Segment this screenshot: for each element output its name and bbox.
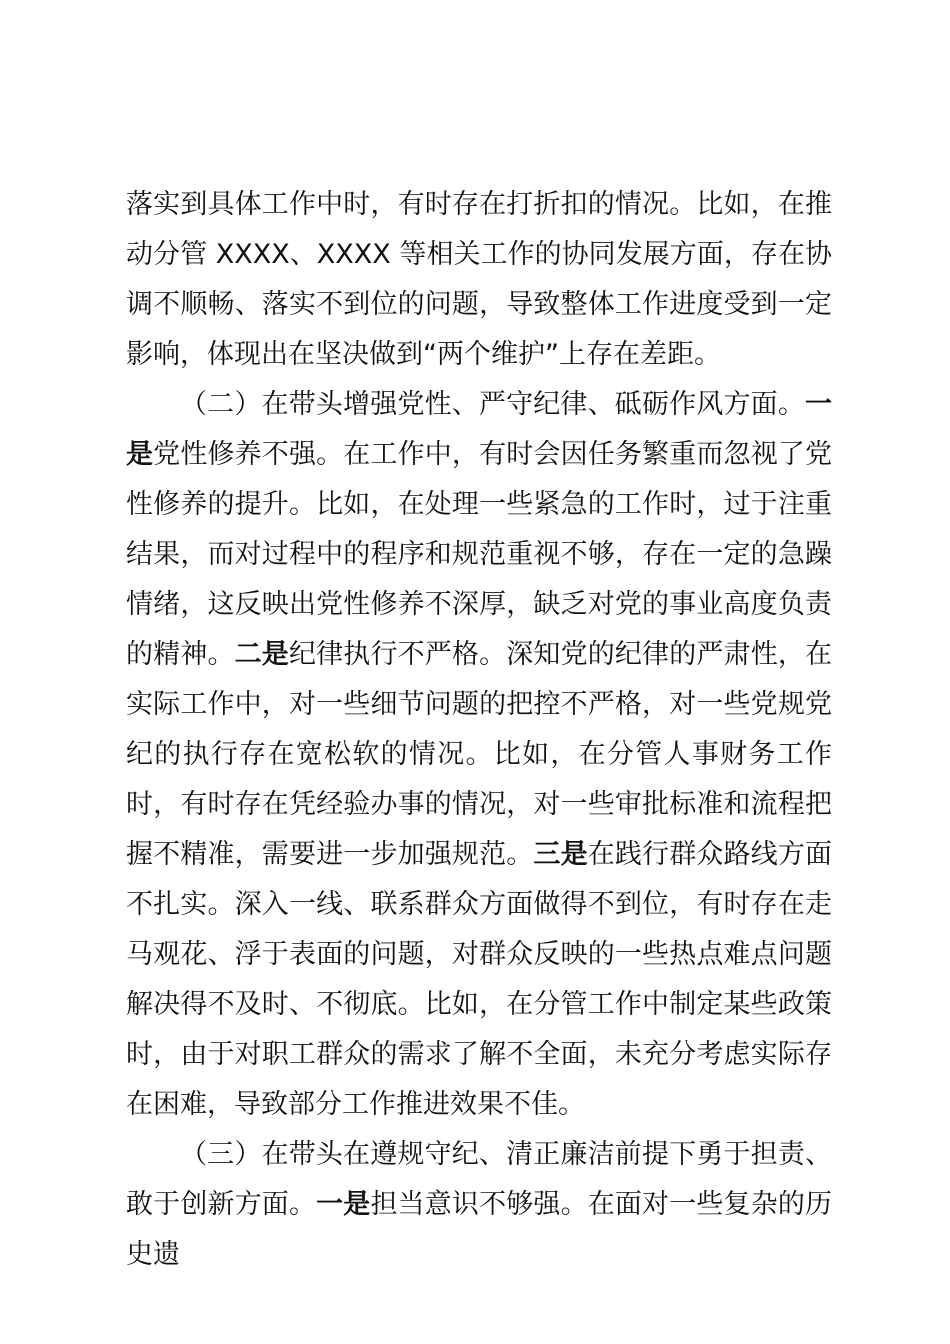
paragraph-section-3 [126, 1130, 832, 1280]
paragraph-section-2 [126, 380, 832, 1130]
point-label-1: 一是 [316, 1189, 371, 1220]
point-label-1: 一是 [126, 389, 832, 470]
paragraph-continuation [126, 180, 832, 380]
section-heading-2: （二）在带头增强党性、严守纪律、砥砺作风方面。 [180, 389, 805, 420]
section-heading-3: （三）在带头在遵规守纪、清正廉洁前提下勇于担责、敢于创新方面。 [126, 1139, 832, 1220]
point-label-3: 三是 [533, 839, 588, 870]
point-text-1: 党性修养不强。在工作中，有时会因任务繁重而忽视了党性修养的提升。比如，在处理一些紧急的工作时，过于注重结果，而对过程中的程序和规范重视不够，存在一定的急躁情绪，这反映出党性修养不深厚，缺乏对党的事业高度负责的精神。 [126, 439, 833, 670]
point-text-3: 在践行群众路线方面不扎实。深入一线、联系群众方面做得不到位，有时存在走马观花、浮于表面的问题，对群众反映的一些热点难点问题解决得不及时、不彻底。比如，在分管工作中制定某些政策时，由于对职工群众的需求了解不全面，未充分考虑实际存在困难，导致部分工作推进效果不佳。 [126, 839, 833, 1120]
point-text-1: 担当意识不够强。在面对一些复杂的历史遗 [126, 1189, 833, 1270]
point-label-2: 二是 [234, 639, 289, 670]
paragraph-text: 落实到具体工作中时，有时存在打折扣的情况。比如，在推动分管 XXXX、XXXX 等相关工作的协同发展方面，存在协调不顺畅、落实不到位的问题，导致整体工作进度受到一定影响，体现出在坚决做到“两个维护”上存在差距。 [126, 189, 832, 370]
point-text-2: 纪律执行不严格。深知党的纪律的严肃性，在实际工作中，对一些细节问题的把控不严格，对一些党规党纪的执行存在宽松软的情况。比如，在分管人事财务工作时，有时存在凭经验办事的情况，对一些审批标准和流程把握不精准，需要进一步加强规范。 [126, 639, 833, 870]
document-body [126, 180, 832, 1280]
